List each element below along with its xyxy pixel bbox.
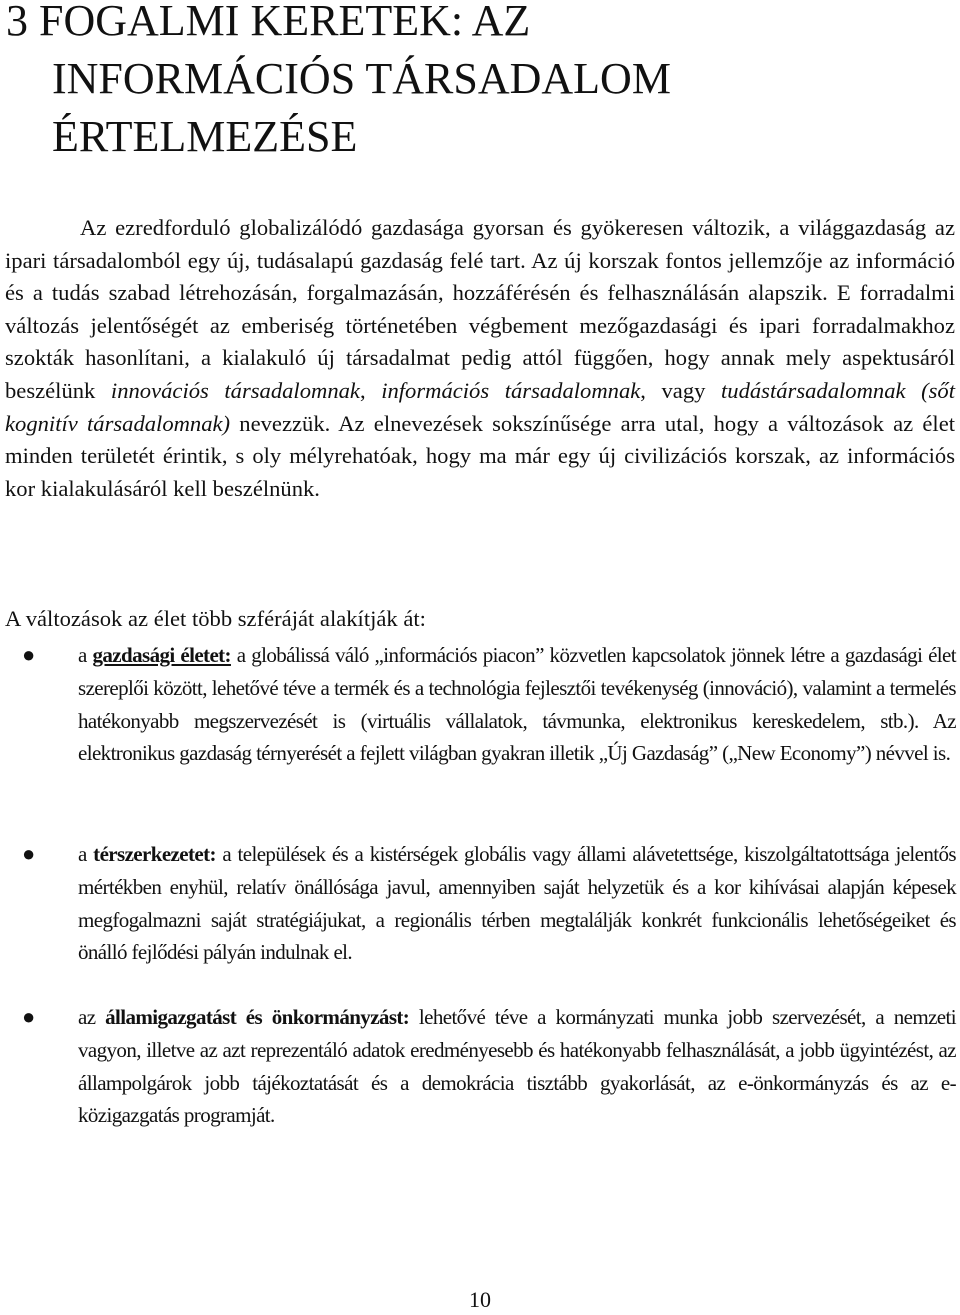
bullet-dot-icon: ●: [22, 1004, 36, 1029]
term-innovation-society: innovációs társadalomnak: [110, 377, 360, 403]
intro-text-start: Az ezredforduló globalizálódó gazdasága gyorsan és gyökeresen változik, a világgazdaság az ipari társadalomból egy új, tudásalapú gazdaság felé tart. Az új korszak fontos jellemzője az információ és a tudás szabad létrehozásán, forgalmazásán, hozzáférésén és felhasználásán alapszik. E forradalmi változás jelentőségét az emberiség történetében végbement mezőgazdasági és ipari forradalmakhoz szokták hasonlítani, a kialakuló új társadalmat pedig attól függően, hogy annak mely aspektusáról beszélünk: [5, 215, 955, 403]
intro-separator-1: ,: [359, 377, 382, 403]
chapter-title-line-3: ÉRTELMEZÉSE: [52, 112, 358, 161]
intro-paragraph: [5, 212, 955, 505]
bullet-dot-icon: ●: [22, 841, 36, 866]
spheres-intro-sentence: A változások az élet több szféráját alakítják át:: [5, 606, 426, 631]
bullet-text: a települések és a kistérségek globális vagy állami alávetettsége, kiszolgáltatottsága jelentős mértékben enyhül, relatív önállósága javul, amennyiben saját helyzetük és a kor kihívásai alapján képesek megfogalmazni saját stratégiájukat, a regionális térben megtalálják konkrét funkcionális lehetőségeiket és önálló fejlődési pályán indulnak el.: [78, 842, 956, 965]
bullet-lead: a: [78, 643, 93, 667]
bullet-dot-icon: ●: [22, 642, 36, 667]
bullet-lead: a: [78, 842, 94, 866]
chapter-title-line-1: 3 FOGALMI KERETEK: AZ: [6, 0, 531, 45]
bullet-term: államigazgatást és önkormányzást:: [105, 1005, 410, 1029]
bullet-lead: az: [78, 1005, 106, 1029]
intro-separator-2: , vagy: [640, 377, 721, 403]
bullet-item-public-administration: [22, 1001, 956, 1132]
bullet-item-economy: [22, 639, 956, 770]
bullet-text: a globálissá váló „információs piacon” közvetlen kapcsolatok jönnek létre a gazdasági élet szereplői között, lehetővé téve a termék és a technológia fejlesztői tevékenység (innováció), valamint a termelés hatékonyabb megszervezését is (virtuális vállalatok, távmunka, elektronikus kereskedelem, stb.). Az elektronikus gazdaság térnyerését a fejlett világban gyakran illetik „Új Gazdaság” („New Economy”) névvel is.: [78, 643, 956, 766]
bullet-text: lehetővé téve a kormányzati munka jobb szervezését, a nemzeti vagyon, illetve az azt reprezentáló adatok eredményesebb és hatékonyabb felhasználását, a jobb ügyintézést, az állampolgárok jobb tájékoztatását és a demokrácia tisztább gyakorlását, az e-önkormányzás és az e-közigazgatás programját.: [78, 1005, 956, 1128]
chapter-title-line-2: INFORMÁCIÓS TÁRSADALOM: [52, 54, 671, 103]
intro-text-end: nevezzük. Az elnevezések sokszínűsége arra utal, hogy a változások az élet minden területét érintik, s oly mélyrehatóak, hogy ma már egy új civilizációs korszak, az információs kor kialakulásáról kell beszélnünk.: [5, 410, 956, 501]
term-knowledge-society: tudástársadalomnak (sőt kognitív társadalomnak): [5, 377, 955, 436]
chapter-title: [6, 0, 956, 166]
term-information-society: információs társadalomnak: [381, 377, 641, 403]
bullet-term: gazdasági életet:: [92, 643, 231, 667]
bullet-term: térszerkezetet:: [93, 842, 216, 866]
page-number: 10: [469, 1287, 491, 1312]
bullet-item-spatial-structure: [22, 838, 956, 969]
